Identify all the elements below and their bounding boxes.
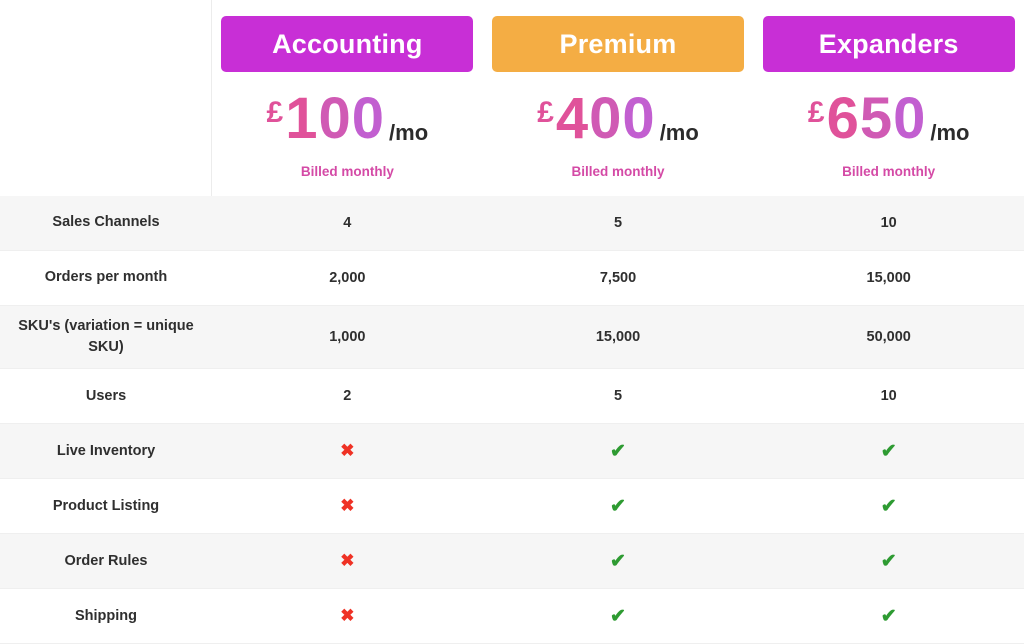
feature-value: 50,000 (866, 329, 911, 346)
plan-column-premium (483, 0, 754, 179)
feature-value: 4 (343, 215, 352, 231)
cross-icon: ✖ (340, 606, 355, 626)
feature-label: Order Rules (64, 552, 148, 569)
table-row (0, 251, 1024, 306)
price-period: /mo (659, 120, 699, 145)
feature-label: Live Inventory (56, 442, 156, 459)
billing-note-premium: Billed monthly (571, 164, 665, 179)
table-row (0, 589, 1024, 644)
plan-name-badge-expanders[interactable]: Expanders (763, 16, 1015, 72)
table-row (0, 534, 1024, 589)
feature-label: Product Listing (52, 497, 160, 514)
plan-header-row (0, 0, 1024, 196)
feature-value: 2 (343, 388, 352, 405)
billing-note-expanders: Billed monthly (842, 164, 936, 179)
check-icon: ✔ (880, 495, 897, 517)
price-period: /mo (389, 120, 429, 145)
feature-value-icon (483, 430, 754, 473)
check-icon: ✔ (880, 550, 897, 572)
cross-icon: ✖ (340, 441, 355, 461)
plan-name-badge-premium[interactable]: Premium (492, 16, 744, 72)
feature-value: 5 (613, 388, 623, 405)
check-icon: ✔ (610, 440, 626, 462)
plan-price-premium (537, 86, 699, 151)
feature-value: 10 (880, 388, 897, 405)
feature-value-icon (753, 595, 1024, 638)
plan-name-badge-accounting[interactable]: Accounting (221, 16, 473, 72)
price-amount: 650 (826, 86, 927, 151)
feature-value-icon (753, 540, 1024, 583)
table-row (0, 306, 1024, 369)
feature-value: 1,000 (329, 329, 366, 346)
feature-label: Shipping (74, 607, 137, 624)
check-icon: ✔ (610, 495, 626, 517)
currency-symbol: £ (807, 96, 825, 129)
feature-label: SKU's (variation = unique SKU) (18, 318, 194, 356)
feature-label: Users (85, 387, 127, 404)
price-amount: 400 (555, 86, 656, 151)
feature-value-icon (483, 595, 754, 638)
plan-column-expanders (753, 0, 1024, 179)
price-period: /mo (930, 120, 970, 145)
feature-label: Orders per month (44, 269, 168, 286)
feature-value-icon (212, 486, 483, 526)
billing-note-accounting: Billed monthly (300, 164, 394, 179)
cross-icon: ✖ (340, 496, 355, 516)
table-row (0, 424, 1024, 479)
price-amount: 100 (285, 86, 386, 151)
plan-column-accounting (212, 0, 483, 179)
check-icon: ✔ (610, 605, 626, 627)
feature-value-icon (753, 430, 1024, 473)
cross-icon: ✖ (340, 551, 355, 571)
check-icon: ✔ (880, 440, 897, 462)
feature-value: 10 (880, 215, 897, 231)
feature-value-icon (753, 485, 1024, 528)
feature-value-icon (212, 596, 483, 636)
feature-value-icon (483, 485, 754, 528)
feature-column-header (0, 0, 212, 196)
currency-symbol: £ (537, 96, 554, 129)
feature-value: 2,000 (329, 270, 366, 286)
plan-price-expanders (807, 86, 970, 151)
feature-value-icon (483, 540, 754, 583)
table-row (0, 196, 1024, 251)
feature-label: Sales Channels (52, 214, 160, 231)
table-row (0, 479, 1024, 534)
feature-value-icon (212, 431, 483, 471)
feature-value-icon (212, 541, 483, 581)
currency-symbol: £ (266, 96, 284, 129)
feature-value: 15,000 (866, 270, 911, 286)
feature-value: 15,000 (595, 329, 641, 346)
check-icon: ✔ (610, 550, 626, 572)
feature-rows (0, 196, 1024, 644)
check-icon: ✔ (880, 605, 897, 627)
feature-value: 7,500 (599, 270, 637, 286)
feature-value: 5 (613, 215, 623, 231)
table-row (0, 369, 1024, 424)
plan-price-accounting (266, 86, 429, 151)
